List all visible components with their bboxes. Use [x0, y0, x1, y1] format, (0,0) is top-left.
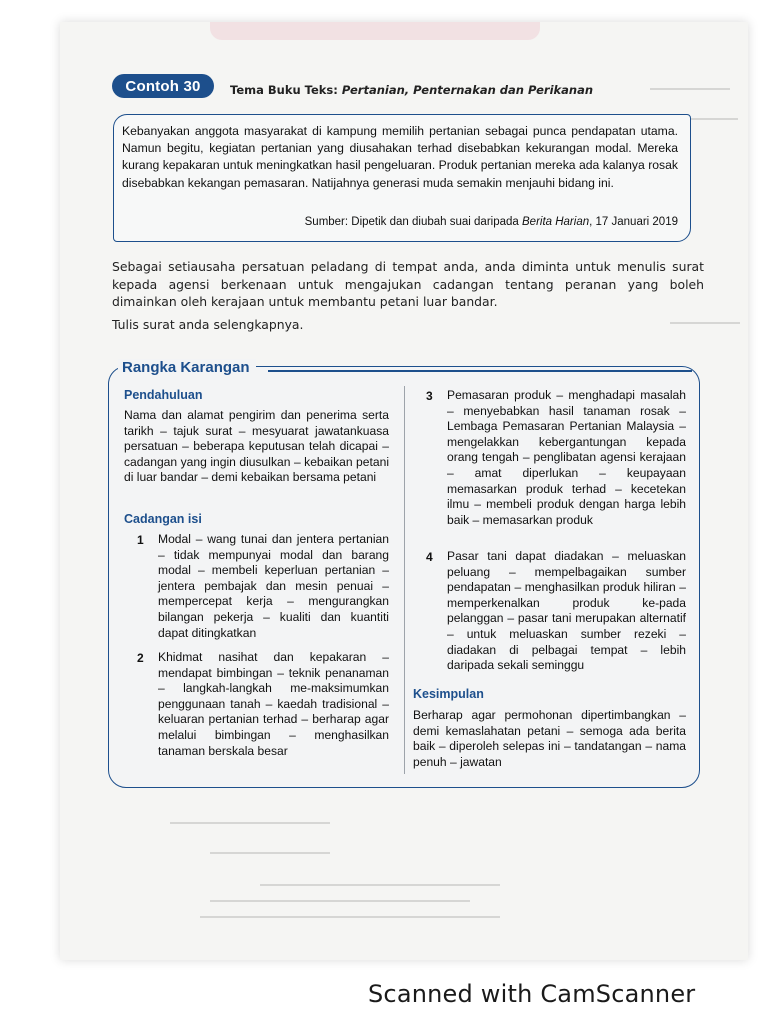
kesimpulan-heading: Kesimpulan [413, 687, 484, 701]
item-number: 1 [137, 533, 144, 547]
question-instruction: Tulis surat anda selengkapnya. [112, 317, 304, 332]
citation-date: , 17 Januari 2019 [589, 216, 678, 228]
bleed-through-banner [210, 22, 540, 40]
item-number: 2 [137, 651, 144, 665]
item-number: 4 [426, 550, 433, 564]
item-text: Pemasaran produk – menghadapi masalah – menyebabkan hasil tanaman rosak – Lembaga Pemasaran Pertanian Malaysia – mengelakkan kebergantungan kepada orang tengah – penglibatan agensi kerajaan – amat diperlukan – keupayaan memasarkan produk terhad – kecetekan ilmu – membeli produk dengan harga lebih baik – memasarkan produk [447, 388, 686, 527]
outline-title: Rangka Karangan [118, 359, 256, 376]
outline-title-rule [268, 370, 692, 372]
item-text: Pasar tani dapat diadakan – meluaskan peluang – mempelbagaikan sumber pendapatan – menghasilkan produk hiliran – memperkenalkan produk ke-pada pelanggan – pasar tani merupakan alternatif – untuk meluaskan sumber rezeki – diadakan di pelbagai tempat – lebih daripada sekali seminggu [447, 549, 686, 673]
citation-prefix: Sumber: Dipetik dan diubah suai daripada [304, 216, 522, 228]
column-divider [404, 386, 405, 774]
item-number: 3 [426, 389, 433, 403]
kesimpulan-text: Berharap agar permohonan dipertimbangkan – demi kemaslahatan petani – semoga ada berita baik – diperoleh selepas ini – tandatangan – nama penuh – jawatan [413, 708, 686, 769]
pendahuluan-text: Nama dan alamat pengirim dan penerima serta tarikh – tajuk surat – mesyuarat jawatankuasa persatuan – beberapa keputusan telah dicapai – cadangan yang ingin diusulkan – kebaikan petani di luar bandar – demi kebaikan bersama petani [124, 408, 389, 485]
scanner-watermark: Scanned with CamScanner [368, 980, 696, 1008]
source-text: Kebanyakan anggota masyarakat di kampung memilih pertanian sebagai punca pendapatan utama. Namun begitu, kegiatan pertanian yang diusahakan terhad disebabkan kekurangan modal. Mereka kurang kepakaran untuk meningkatkan hasil pengeluaran. Produk pertanian mereka ada kalanya rosak disebabkan kekangan pemasaran. Natijahnya generasi muda semakin menjauhi bidang ini. [122, 124, 678, 190]
cadangan-heading: Cadangan isi [124, 512, 202, 526]
source-citation [122, 216, 678, 228]
theme-label: Tema Buku Teks: [230, 83, 342, 97]
item-text: Khidmat nasihat dan kepakaran – mendapat bimbingan – teknik penanaman – langkah-langkah me-maksimumkan penggunaan tanah – kaedah tradisional – keluaran pertanian terhad – berharap agar melalui bimbingan – menghasilkan tanaman berskala besar [158, 650, 389, 758]
theme-value: Pertanian, Penternakan dan Perikanan [341, 83, 594, 97]
question-text: Sebagai setiausaha persatuan peladang di tempat anda, anda diminta untuk menulis surat kepada agensi berkenaan untuk mengajukan cadangan tentang peranan yang boleh dimainkan oleh kerajaan untuk membantu petani luar bandar. [112, 259, 704, 309]
example-badge: Contoh 30 [112, 74, 214, 98]
textbook-theme [230, 83, 593, 97]
item-text: Modal – wang tunai dan jentera pertanian – tidak mempunyai modal dan barang modal – membeli keperluan pertanian – jentera pembajak dan mesin penuai – mempercepat kerja – mengurangkan bilangan pekerja – kualiti dan kuantiti dapat ditingkatkan [158, 532, 389, 640]
citation-publication: Berita Harian [522, 216, 590, 228]
pendahuluan-heading: Pendahuluan [124, 388, 203, 402]
